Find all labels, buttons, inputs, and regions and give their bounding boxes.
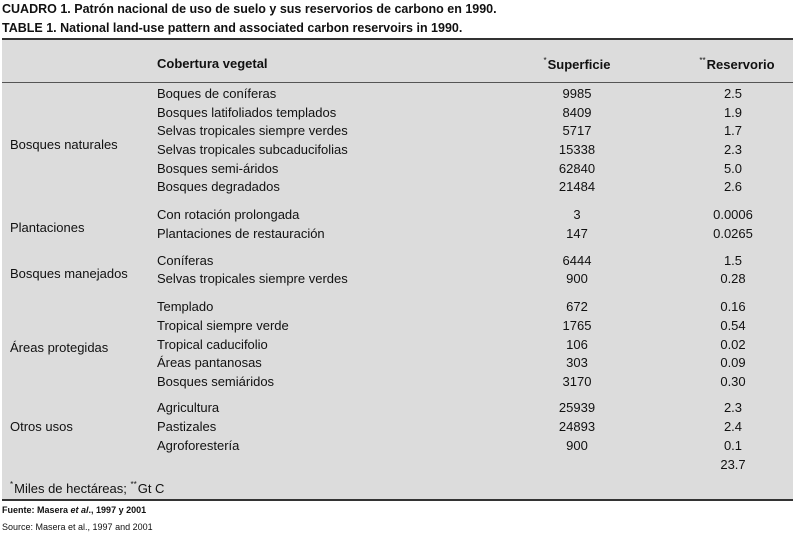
superficie-cell: 303	[566, 355, 588, 370]
table-footnote	[10, 480, 164, 496]
superficie-cell: 3170	[562, 374, 592, 389]
footnote-text-2: Gt C	[137, 481, 165, 496]
reservorio-cell: 2.4	[723, 419, 743, 434]
total-reservorio: 23.7	[720, 457, 746, 472]
category-label: Otros usos	[10, 419, 73, 434]
land-use-table	[2, 38, 793, 501]
reservorio-cell: 2.3	[723, 400, 743, 415]
superficie-cell: 21484	[558, 179, 596, 194]
superficie-cell: 3	[573, 207, 581, 222]
superficie-cell: 24893	[558, 419, 596, 434]
caption-spanish	[2, 2, 497, 16]
reservorio-cell: 1.5	[723, 253, 743, 268]
cobertura-cell: Tropical siempre verde	[157, 318, 289, 333]
superficie-cell: 25939	[558, 400, 596, 415]
cobertura-cell: Bosques semi-áridos	[157, 161, 279, 176]
source-spanish-etal: et al	[70, 505, 89, 515]
cobertura-cell: Selvas tropicales siempre verdes	[157, 123, 348, 138]
reservorio-cell: 2.6	[723, 179, 743, 194]
category-label: Bosques manejados	[10, 266, 128, 281]
superficie-cell: 8409	[562, 105, 592, 120]
reservorio-cell: 0.1	[723, 438, 743, 453]
header-superficie-mark: *	[543, 56, 547, 65]
header-reservorio	[682, 56, 792, 72]
superficie-cell: 900	[566, 271, 588, 286]
cobertura-cell: Coníferas	[157, 253, 214, 268]
cobertura-cell: Áreas pantanosas	[157, 355, 262, 370]
caption-english-lead: TABLE 1.	[2, 21, 57, 35]
cobertura-cell: Plantaciones de restauración	[157, 226, 325, 241]
caption-english	[2, 21, 462, 35]
source-english: Source: Masera et al., 1997 and 2001	[2, 522, 153, 532]
cobertura-cell: Bosques degradados	[157, 179, 280, 194]
reservorio-cell: 1.9	[723, 105, 743, 120]
reservorio-cell: 0.30	[720, 374, 746, 389]
cobertura-cell: Agricultura	[157, 400, 220, 415]
cobertura-cell: Boques de coníferas	[157, 86, 277, 101]
header-superficie-label: Superficie	[547, 57, 611, 72]
cobertura-cell: Templado	[157, 299, 214, 314]
caption-spanish-text: Patrón nacional de uso de suelo y sus reservorios de carbono en 1990.	[70, 2, 497, 16]
cobertura-cell: Selvas tropicales siempre verdes	[157, 271, 348, 286]
reservorio-cell: 0.09	[720, 355, 746, 370]
footnote-mark-1: *	[10, 480, 14, 489]
cobertura-cell: Selvas tropicales subcaducifolias	[157, 142, 348, 157]
category-label: Plantaciones	[10, 220, 85, 235]
cobertura-cell: Tropical caducifolio	[157, 337, 268, 352]
category-label: Áreas protegidas	[10, 340, 109, 355]
reservorio-cell: 2.5	[723, 86, 743, 101]
header-superficie	[522, 56, 632, 72]
caption-spanish-lead: CUADRO 1.	[2, 2, 71, 16]
source-spanish-label: Fuente: Masera	[2, 505, 71, 515]
reservorio-cell: 0.28	[720, 271, 746, 286]
reservorio-cell: 0.0265	[713, 226, 753, 241]
superficie-cell: 5717	[562, 123, 592, 138]
cobertura-cell: Pastizales	[157, 419, 217, 434]
superficie-cell: 1765	[562, 318, 592, 333]
superficie-cell: 15338	[558, 142, 596, 157]
reservorio-cell: 5.0	[723, 161, 743, 176]
reservorio-cell: 0.0006	[713, 207, 753, 222]
header-reservorio-label: Reservorio	[706, 57, 775, 72]
reservorio-cell: 2.3	[723, 142, 743, 157]
source-spanish	[2, 505, 146, 515]
footnote-text-1: Miles de hectáreas;	[14, 481, 131, 496]
header-cobertura: Cobertura vegetal	[157, 56, 268, 71]
header-divider	[2, 82, 793, 83]
header-reservorio-mark: **	[699, 56, 706, 65]
reservorio-cell: 0.54	[720, 318, 746, 333]
source-spanish-rest: ., 1997 y 2001	[88, 505, 147, 515]
reservorio-cell: 0.16	[720, 299, 746, 314]
reservorio-cell: 1.7	[723, 123, 743, 138]
cobertura-cell: Bosques semiáridos	[157, 374, 275, 389]
reservorio-cell: 0.02	[720, 337, 746, 352]
cobertura-cell: Bosques latifoliados templados	[157, 105, 337, 120]
cobertura-cell: Con rotación prolongada	[157, 207, 300, 222]
category-label: Bosques naturales	[10, 137, 118, 152]
superficie-cell: 6444	[562, 253, 592, 268]
footnote-mark-2: **	[130, 480, 137, 489]
superficie-cell: 672	[566, 299, 588, 314]
superficie-cell: 147	[566, 226, 588, 241]
caption-english-text: National land-use pattern and associated carbon reservoirs in 1990.	[56, 21, 463, 35]
superficie-cell: 900	[566, 438, 588, 453]
superficie-cell: 106	[566, 337, 588, 352]
superficie-cell: 62840	[558, 161, 596, 176]
superficie-cell: 9985	[562, 86, 592, 101]
cobertura-cell: Agroforestería	[157, 438, 240, 453]
